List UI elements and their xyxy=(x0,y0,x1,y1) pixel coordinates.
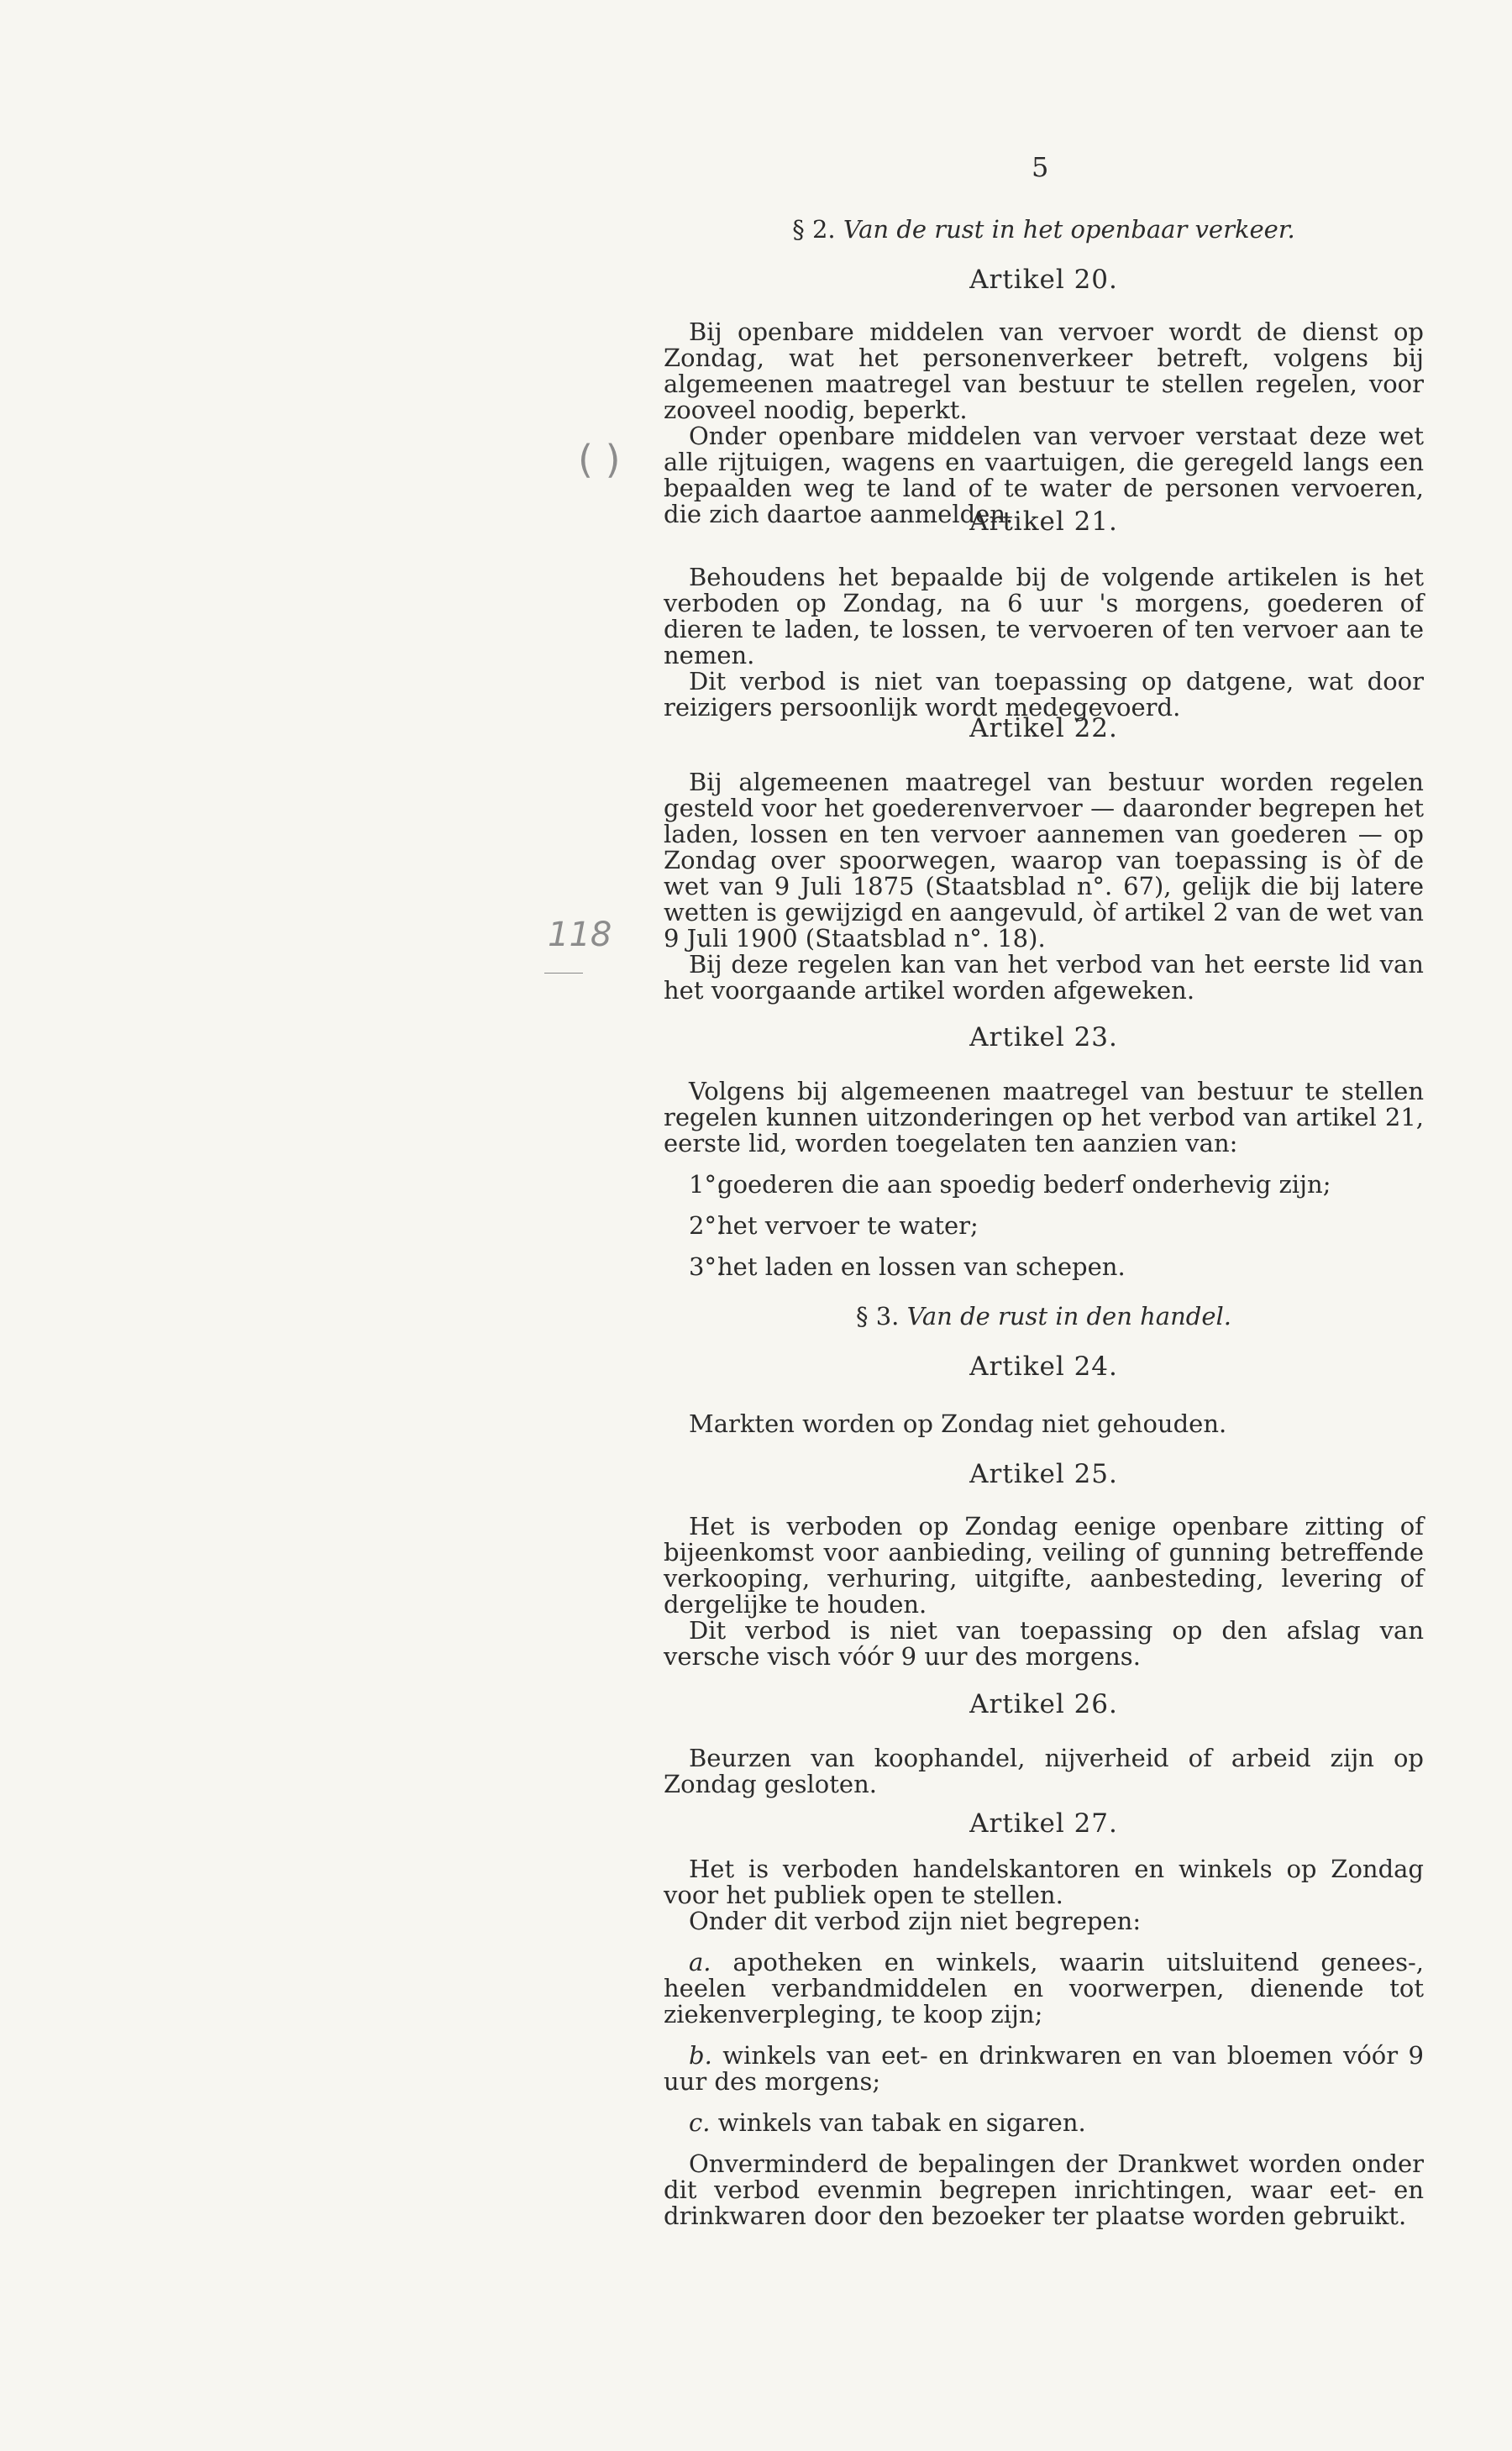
article-20-paragraph-2: Onder openbare middelen van vervoer verstaat deze wet alle rijtuigen, wagens en vaartuigen, die geregeld langs een bepaalden weg te land of te water de personen vervoeren, die zich daartoe aanmelden. xyxy=(664,422,1424,528)
section-2-name: Van de rust in het openbaar verkeer. xyxy=(843,215,1295,244)
page-number: 5 xyxy=(1032,151,1049,183)
section-3-number: § 3. xyxy=(856,1302,900,1330)
article-21-paragraph-1: Behoudens het bepaalde bij de volgende artikelen is het verboden op Zondag, na 6 uur 's morgens, goederen of dieren te laden, te lossen, te vervoeren of ten vervoer aan te nemen. xyxy=(664,563,1424,669)
article-24-heading: Artikel 24. xyxy=(969,1351,1118,1382)
article-20-heading: Artikel 20. xyxy=(969,265,1118,295)
section-2-number: § 2. xyxy=(792,215,836,244)
list-item xyxy=(664,2110,1424,2136)
list-item-text: apotheken en winkels, waarin uitsluitend genees-, heelen verbandmiddelen en voorwerpen, dienende tot ziekenverpleging, te koop zijn; xyxy=(664,1948,1425,2029)
article-24-body xyxy=(664,1411,1424,1437)
article-26-body xyxy=(664,1745,1424,1798)
list-item-letter: b. xyxy=(689,2041,712,2070)
article-23-body xyxy=(664,1079,1424,1280)
article-27-paragraph-2: Onder dit verbod zijn niet begrepen: xyxy=(689,1907,1142,1935)
article-23-heading: Artikel 23. xyxy=(969,1022,1118,1052)
list-item-number: 2°. xyxy=(689,1211,725,1240)
list-item-text: goederen die aan spoedig bederf onderhevig zijn; xyxy=(717,1170,1331,1199)
article-25-heading: Artikel 25. xyxy=(969,1459,1118,1489)
article-27-paragraph-3: Onverminderd de bepalingen der Drankwet worden onder dit verbod evenmin begrepen inrichtingen, waar eet- en drinkwaren door den bezoeker ter plaatse worden gebruikt. xyxy=(664,2149,1424,2230)
article-24-paragraph-1: Markten worden op Zondag niet gehouden. xyxy=(689,1409,1227,1438)
list-item xyxy=(664,2043,1424,2095)
list-item-text: het laden en lossen van schepen. xyxy=(717,1252,1126,1281)
article-22-paragraph-2: Bij deze regelen kan van het verbod van het eerste lid van het voorgaande artikel worden afgeweken. xyxy=(664,950,1424,1005)
list-item xyxy=(664,1254,1424,1280)
list-item xyxy=(664,1172,1424,1198)
article-27-paragraph-1: Het is verboden handelskantoren en winkels op Zondag voor het publiek open te stellen. xyxy=(664,1855,1424,1909)
list-item-letter: c. xyxy=(689,2108,711,2137)
article-25-paragraph-1: Het is verboden op Zondag eenige openbare zitting of bijeenkomst voor aanbieding, veiling of gunning betreffende verkooping, verhuring, uitgifte, aanbesteding, levering of dergelijke te houden. xyxy=(664,1512,1424,1619)
list-item xyxy=(664,1213,1424,1239)
article-23-paragraph-1: Volgens bij algemeenen maatregel van bestuur te stellen regelen kunnen uitzonderingen op het verbod van artikel 21, eerste lid, worden toegelaten ten aanzien van: xyxy=(664,1077,1424,1157)
article-25-paragraph-2: Dit verbod is niet van toepassing op den afslag van versche visch vóór 9 uur des morgens. xyxy=(664,1616,1424,1671)
list-item-letter: a. xyxy=(689,1948,711,1976)
section-3-name: Van de rust in den handel. xyxy=(906,1302,1231,1330)
list-item-number: 1°. xyxy=(689,1170,725,1199)
article-26-paragraph-1: Beurzen van koophandel, nijverheid of arbeid zijn op Zondag gesloten. xyxy=(664,1744,1424,1798)
article-20-body xyxy=(664,319,1424,527)
article-27-body xyxy=(664,1856,1424,2229)
list-item-text: winkels van eet- en drinkwaren en van bloemen vóór 9 uur des morgens; xyxy=(664,2041,1425,2096)
list-item-text: winkels van tabak en sigaren. xyxy=(717,2108,1086,2137)
section-3-title xyxy=(664,1304,1424,1330)
article-22-body xyxy=(664,769,1424,1004)
section-2-title xyxy=(664,217,1424,243)
article-27-heading: Artikel 27. xyxy=(969,1808,1118,1839)
article-22-paragraph-1: Bij algemeenen maatregel van bestuur worden regelen gesteld voor het goederenvervoer — daaronder begrepen het laden, lossen en ten vervoer aannemen van goederen — op Zondag over spoorwegen, waarop van toepassing is òf de wet van 9 Juli 1875 (Staatsblad n°. 67), gelijk die bij latere wetten is gewijzigd en aangevuld, òf artikel 2 van de wet van 9 Juli 1900 (Staatsblad n°. 18). xyxy=(664,768,1424,953)
article-20-paragraph-1: Bij openbare middelen van vervoer wordt de dienst op Zondag, wat het personenverkeer betreft, volgens bij algemeenen maatregel van bestuur te stellen regelen, voor zooveel noodig, beperkt. xyxy=(664,318,1424,424)
article-21-body xyxy=(664,564,1424,721)
margin-rule xyxy=(544,973,583,974)
list-item xyxy=(664,1950,1424,2028)
article-22-heading: Artikel 22. xyxy=(969,713,1118,743)
margin-bracket-mark: ( ) xyxy=(578,437,621,482)
list-item-number: 3°. xyxy=(689,1252,725,1281)
article-21-paragraph-2: Dit verbod is niet van toepassing op datgene, wat door reizigers persoonlijk wordt medegevoerd. xyxy=(664,667,1424,722)
article-25-body xyxy=(664,1514,1424,1670)
article-21-heading: Artikel 21. xyxy=(969,506,1118,537)
margin-number-note: 118 xyxy=(548,916,612,954)
article-26-heading: Artikel 26. xyxy=(969,1689,1118,1719)
list-item-text: het vervoer te water; xyxy=(717,1211,979,1240)
